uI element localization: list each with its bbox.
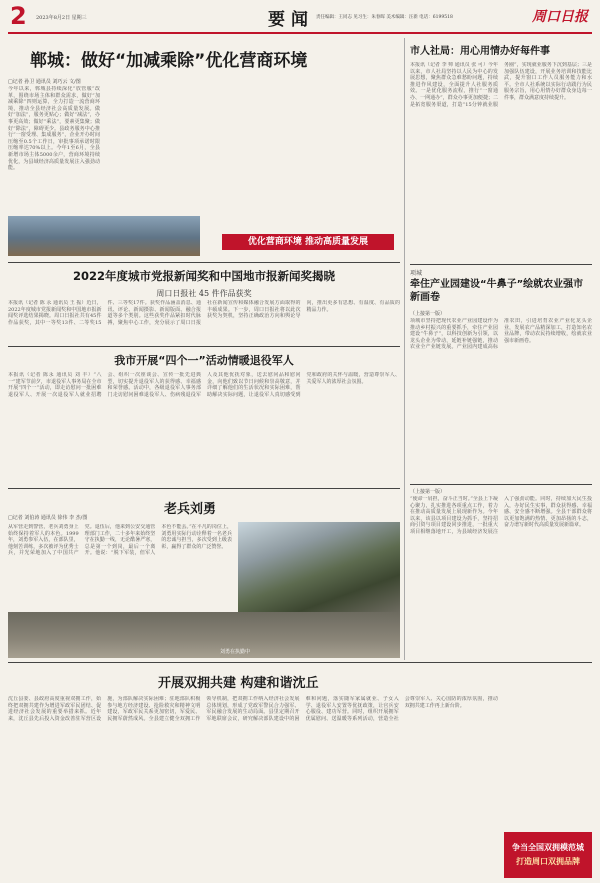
ad-line-2: 打造周口双拥品牌 (516, 857, 580, 866)
harmony-headline: 开展双拥共建 构建和谐沈丘 (158, 676, 319, 691)
awards-subhead: 周口日报社 45 件作品获奖 (156, 289, 252, 298)
profile-byline: □记者 刘伯涛 通讯员 徐伟 李 杰/图 (8, 515, 88, 521)
editor-credits: 责任编辑：王同志 见习生：朱春晖 美术编辑：汪新 电话：6199518 (316, 15, 453, 20)
profile-photo-caption: 刘勇在执勤中 (220, 649, 251, 655)
profile-body: 从军营走到警营，老兵刘勇身上始终保持着军人的本色。1999年，刘勇参军入伍，在部队里，他刻苦训练，多次被评为优秀士兵，并光荣地加入了中国共产党。退伍后，他来到公安交通管理部门工作，二十多年来始终坚守在执勤一线，无论酷暑严寒，总是第一个到岗，最后一个离开。他说：“脱下军装，但军人本色不能丢。”在平凡的岗位上，刘勇用实际行动诠释着一名老兵的忠诚与担当，多次受到上级表彰，赢得了群众的广泛赞誉。 (8, 524, 232, 557)
awards-headline: 2022年度城市党报新闻奖和中国地市报新闻奖揭晓 (72, 269, 335, 283)
sidebar-mid-byline: （上接第一版） (410, 311, 446, 317)
profile-photo (238, 522, 400, 612)
lead-story (8, 38, 398, 262)
sidebar-top-headline: 市人社局：用心用情办好每件事 (410, 46, 550, 57)
veterans-story (8, 350, 400, 488)
section-title: 要闻 (268, 10, 314, 30)
veterans-headline: 我市开展“四个一”活动情暖退役军人 (114, 354, 294, 367)
lead-headline: 郸城：做好“加减乘除”优化营商环境 (30, 51, 308, 71)
sidebar-mid-body: 项城市坚持把现代农业产业园建设作为推动乡村振兴的重要抓手，牵住产业园建设“牛鼻子”，以科技创新为引领，以龙头企业为带动，延链补链强链，推动农业全产业链发展。产业园内建成高标准农田，引进培育农业产业化龙头企业，发展农产品精深加工，打造知名农业品牌，带动农民持续增收，绘就农业强市新画卷。 (410, 318, 592, 351)
ad-line-1: 争当全国双拥模范城 (512, 843, 584, 852)
sidebar-top-story (410, 38, 592, 264)
column-divider (404, 38, 405, 660)
sidebar-top-body: 本报讯（记者 李 帅 通讯员 张 可）今年以来，市人社局坚持以人民为中心的发展思想，聚焦群众急难愁盼问题，持续推进作风建设，全面提升人社服务质效。一是优化服务流程，推行“一窗通办、一网通办”，群众办事更加便捷；二是拓宽服务渠道，打造“15分钟就业服务圈”，实现就业服务下沉到基层；三是加强队伍建设，开展业务培训和技能比武，提升窗口工作人员服务能力和水平。全市人社系统以实际行动践行为民服务宗旨，用心用情办好群众身边每一件事，群众满意度持续提升。 (410, 62, 592, 108)
masthead-rule (8, 32, 592, 34)
ad-banner (504, 832, 592, 878)
sidebar-bottom-byline: （上接第一版） (410, 489, 446, 495)
lead-body-col4 (302, 76, 394, 226)
profile-story (8, 492, 400, 612)
profile-photo-lower (8, 612, 400, 658)
harmony-body: 沈丘县委、县政府高度重视双拥工作，始终把双拥共建作为增进军政军民团结、促进经济社会发展的重要举措来抓。近年来，沈丘县先后投入资金改善驻军营区设施，为部队解决实际困难；驻地部队积极参与地方经济建设、抢险救灾和精神文明建设，军政军民关系更加密切，军爱民、民拥军蔚然成风。全县建立健全双拥工作领导机制，把双拥工作纳入经济社会发展总体规划，形成了党政军警民合力强军、军民融合发展的生动局面。县里定期召开军地联席会议，研究解决部队建设中的困难和问题，落实随军家属就业、子女入学、退役军人安置等优抚政策，让官兵安心服役、建功军营。同时，组织开展拥军优属慰问、送温暖等系列活动，营造全社会尊崇军人、关心国防的浓厚氛围，推动双拥共建工作再上新台阶。 (8, 696, 498, 722)
profile-headline: 老兵刘勇 (164, 502, 217, 517)
lead-body-col1: 今年以来，郸城县持续深化“放管服”改革，围绕市场主体和群众需求，做好“加减乘除”四则运算，全力打造一流营商环境，推动全县经济社会高质量发展。做好“加法”，服务更贴心；做好“减法”，办事更高效；做好“乘法”，要素更集聚；做好“除法”，障碍更少。县政务服务中心推行“一窗受理、集成服务”，企业开办时间压缩至0.5个工作日，审批事项承诺时限压缩率达70%以上。今年1至6月，全县新增市场主体5000余户，营商环境持续优化，为县域经济高质量发展注入强劲动能。 (8, 86, 100, 172)
lead-banner: 优化营商环境 推动高质量发展 (222, 234, 394, 250)
page-number: 2 (10, 2, 27, 30)
veterans-body: 本报讯（记者 陈永 通讯员 刘 丰）“八一”建军节前夕，市退役军人事务局在全市开展“四个一”活动，即走访慰问一批困难退役军人、开展一次退役军人就业招聘会、组织一次座谈会、宣传一批先进典型，切实提升退役军人的获得感、幸福感和荣誉感。活动中，各级退役军人事务部门走访慰问困难退役军人、伤病残退役军人及其他优抚对象，送去慰问品和慰问金，向他们致以节日问候和崇高敬意，并详细了解他们的生活状况和实际困难，帮助解决实际问题，让退役军人真切感受到党和政府的关怀与温暖，营造尊崇军人、关爱军人的浓厚社会氛围。 (8, 372, 400, 398)
rule-sidebar-mid (410, 484, 592, 485)
issue-date: 2023年8月2日 星期三 (36, 15, 87, 21)
sidebar-bottom-body: “使命一肩担，奋斗正当时。”全县上下凝心聚力，扎实推进各项重点工作，着力在推动高质量发展上展现新作为。今年以来，该县以项目建设为抓手，坚持招商引资与项目建设同步推进，一批重大项目相继落地开工，为县域经济发展注入了强劲动能。同时，持续加大民生投入，办好民生实事，群众获得感、幸福感、安全感不断增强。全县干部群众将以更加饱满的热情、更加昂扬的斗志，奋力谱写新时代高质量发展新篇章。 (410, 496, 592, 535)
rule-sidebar-top (410, 264, 592, 265)
awards-story (8, 266, 400, 346)
rule-lead (8, 262, 400, 263)
sidebar-mid-kicker: 项城 (410, 270, 423, 277)
masthead (0, 0, 600, 34)
sidebar-mid-story (410, 268, 592, 476)
rule-veterans (8, 488, 400, 489)
rule-profile (8, 662, 592, 663)
lead-photo (8, 216, 200, 256)
paper-logo: 周口日报 (532, 9, 588, 25)
sidebar-bottom-story (410, 488, 592, 660)
lead-body-col3 (204, 76, 296, 228)
sidebar-mid-headline: 牵住产业园建设“牛鼻子”绘就农业强市新画卷 (410, 279, 584, 303)
awards-body: 本报讯（记者 陈 永 通讯员 王 振）近日，2022年度城市党报新闻奖和中国地市报新闻奖评选结果揭晓。周口日报社共有45件作品获奖，其中一等奖13件、二等奖15件、三等奖17件。获奖作品涵盖消息、通讯、评论、新闻摄影、新闻版面、融合报道等多个类别。这些获奖作品紧扣时代脉搏，聚焦中心工作，充分展示了周口日报社在新闻宣传和媒体融合发展方面取得的丰硕成果。下一步，周口日报社将以此次获奖为契机，坚持正确政治方向和舆论导向，推出更多有思想、有温度、有品质的精品力作。 (8, 300, 400, 326)
lead-byline: □记者 孙卫 通讯员 刘巧云 文/图 (8, 79, 81, 85)
rule-awards (8, 346, 400, 347)
lead-body-col2 (106, 76, 198, 212)
